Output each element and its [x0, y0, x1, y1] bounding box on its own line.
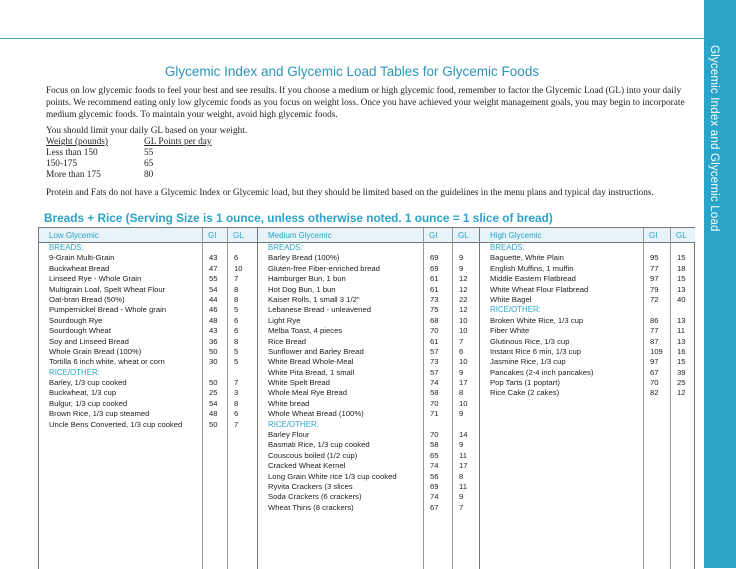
food-row	[258, 472, 480, 482]
food-name: Rice Cake (2 cakes)	[490, 388, 560, 398]
gi-value: 72	[650, 294, 659, 304]
gl-value: 5	[234, 305, 239, 315]
gl-value: 12	[677, 388, 686, 398]
food-row	[480, 274, 695, 284]
gl-limit-points: 80	[144, 170, 154, 180]
page-title: Glycemic Index and Glycemic Load Tables for Glycemic Foods	[164, 64, 540, 79]
food-row	[39, 305, 257, 315]
gl-value: 13	[677, 336, 686, 346]
gl-value: 22	[459, 294, 468, 304]
food-name: White Bread Whole-Meal	[268, 357, 354, 367]
gi-header: GI	[429, 231, 438, 240]
food-row	[258, 326, 480, 336]
gi-value: 54	[209, 284, 218, 294]
food-name: Pumpernickel Bread - Whole grain	[49, 305, 167, 315]
gi-value: 61	[430, 274, 439, 284]
gl-value: 7	[234, 378, 239, 388]
gl-value: 8	[459, 471, 464, 481]
gl-value: 40	[677, 294, 686, 304]
food-row	[480, 378, 695, 388]
food-row	[480, 357, 695, 367]
gl-value: 15	[677, 357, 686, 367]
gi-value: 70	[650, 378, 659, 388]
gl-value: 15	[677, 274, 686, 284]
food-name: Couscous boiled (1/2 cup)	[268, 450, 358, 460]
gl-value: 9	[459, 367, 464, 377]
food-row	[39, 264, 257, 274]
food-name: Broken White Rice, 1/3 cup	[490, 315, 584, 325]
gi-value: 69	[430, 253, 439, 263]
food-name: Whole Meal Rye Bread	[268, 388, 348, 398]
food-row	[258, 430, 480, 440]
gi-value: 48	[209, 315, 218, 325]
food-name: Pancakes (2-4 inch pancakes)	[490, 367, 594, 377]
food-name: English Muffins, 1 muffin	[490, 263, 574, 273]
gi-value: 50	[209, 346, 218, 356]
gl-value: 7	[234, 274, 239, 284]
gl-value: 11	[459, 450, 467, 460]
food-row	[480, 264, 695, 274]
gl-limit-block	[46, 126, 247, 181]
gl-value: 10	[459, 315, 468, 325]
low-column-header	[39, 228, 257, 243]
food-name: Barley Flour	[268, 430, 310, 440]
food-name: Bulgur, 1/3 cup cooked	[49, 398, 128, 408]
gi-value: 25	[209, 388, 218, 398]
food-name: White bread	[268, 398, 310, 408]
gi-value: 79	[650, 284, 659, 294]
food-name: Pop Tarts (1 poptart)	[490, 378, 560, 388]
gl-value: 39	[677, 367, 686, 377]
gl-value: 7	[459, 502, 464, 512]
gi-value: 74	[430, 378, 439, 388]
food-row	[258, 264, 480, 274]
food-row	[39, 337, 257, 347]
food-row	[480, 337, 695, 347]
gi-value: 54	[209, 398, 218, 408]
food-name: Baguette, White Plain	[490, 253, 564, 263]
gi-value: 30	[209, 357, 218, 367]
gl-limit-row	[46, 148, 212, 159]
gl-value: 10	[459, 398, 468, 408]
food-row	[39, 399, 257, 409]
food-name: Buckwheat Bread	[49, 263, 110, 273]
food-row	[258, 357, 480, 367]
high-column-header	[480, 228, 695, 243]
food-name: Long Grain White rice 1/3 cup cooked	[268, 471, 397, 481]
gl-value: 8	[234, 336, 239, 346]
high-rows	[480, 243, 695, 399]
gl-limit-points: 55	[144, 148, 154, 158]
food-row	[258, 482, 480, 492]
food-name: White Wheat Flour Flatbread	[490, 284, 589, 294]
food-row	[480, 388, 695, 398]
gi-value: 70	[430, 430, 439, 440]
food-row	[39, 295, 257, 305]
gl-value: 14	[459, 430, 468, 440]
food-name: Whole Wheat Bread (100%)	[268, 409, 364, 419]
food-name: Tortilla 6 inch white, wheat or corn	[49, 357, 165, 367]
gl-value: 8	[459, 388, 464, 398]
food-name: Whole Grain Bread (100%)	[49, 346, 142, 356]
food-name: Hot Dog Bun, 1 bun	[268, 284, 336, 294]
column-title: Medium Glycemic	[268, 231, 332, 240]
food-name: Barley Bread (100%)	[268, 253, 340, 263]
gi-value: 67	[650, 367, 659, 377]
gl-limit-col-weight: Weight (pounds)	[46, 137, 108, 147]
gi-value: 82	[650, 388, 659, 398]
gi-value: 97	[650, 274, 659, 284]
food-name: Buckwheat, 1/3 cup	[49, 388, 117, 398]
gl-limit-col-points: GL Points per day	[144, 137, 212, 147]
food-row	[480, 285, 695, 295]
medium-rows	[258, 243, 480, 513]
gi-value: 58	[430, 388, 439, 398]
gi-value: 50	[209, 378, 218, 388]
gl-value: 6	[234, 315, 239, 325]
food-name: Kaiser Rolls, 1 small 3 1/2"	[268, 294, 360, 304]
food-row	[39, 347, 257, 357]
gi-value: 109	[650, 346, 663, 356]
gl-limit-weight: 150-175	[46, 159, 77, 169]
gi-value: 74	[430, 492, 439, 502]
gl-value: 11	[677, 326, 685, 336]
food-row	[39, 316, 257, 326]
food-row	[480, 253, 695, 263]
low-rows	[39, 243, 257, 430]
gl-value: 10	[234, 263, 243, 273]
food-name: Uncle Bens Converted, 1/3 cup cooked	[49, 419, 183, 429]
gi-value: 43	[209, 253, 218, 263]
gl-limit-heading: You should limit your daily GL based on your weight.	[46, 126, 248, 136]
food-row	[258, 316, 480, 326]
gl-value: 6	[234, 253, 239, 263]
gi-value: 68	[430, 315, 439, 325]
food-name: Brown Rice, 1/3 cup steamed	[49, 409, 150, 419]
food-name: Linseed Rye - Whole Grain	[49, 274, 142, 284]
food-row	[39, 285, 257, 295]
subheading: BREADS:	[490, 243, 525, 252]
gi-value: 75	[430, 305, 439, 315]
food-row	[480, 326, 695, 336]
gl-header: GL	[233, 231, 244, 240]
food-row	[258, 253, 480, 263]
gi-value: 61	[430, 336, 439, 346]
food-name: Oat-bran Bread (50%)	[49, 294, 125, 304]
food-name: Glutinous Rice, 1/3 cup	[490, 336, 570, 346]
gl-value: 9	[459, 440, 464, 450]
food-row	[480, 347, 695, 357]
food-name: Middle Eastern Flatbread	[490, 274, 576, 284]
medium-glycemic-column	[257, 228, 480, 569]
gi-value: 50	[209, 419, 218, 429]
food-name: Sunflower and Barley Bread	[268, 346, 364, 356]
food-name: Instant Rice 6 min, 1/3 cup	[490, 346, 582, 356]
subheading: RICE/OTHER:	[268, 419, 319, 429]
gl-value: 7	[459, 336, 464, 346]
medium-column-header	[258, 228, 480, 243]
food-name: White Bagel	[490, 294, 532, 304]
gi-value: 43	[209, 326, 218, 336]
food-row	[258, 274, 480, 284]
food-name: Rice Bread	[268, 336, 307, 346]
gl-value: 7	[234, 419, 239, 429]
gl-header: GL	[458, 231, 469, 240]
gi-value: 58	[430, 440, 439, 450]
food-row	[39, 388, 257, 398]
food-name: Basmati Rice, 1/3 cup cooked	[268, 440, 370, 450]
gl-value: 17	[459, 461, 468, 471]
gi-value: 95	[650, 253, 659, 263]
subheading: RICE/OTHER:	[490, 305, 541, 315]
section-title: Breads + Rice (Serving Size is 1 ounce, unless otherwise noted. 1 ounce = 1 slice of bread)	[44, 211, 553, 225]
food-name: Melba Toast, 4 pieces	[268, 326, 343, 336]
food-name: Jasmine Rice, 1/3 cup	[490, 357, 566, 367]
gi-value: 47	[209, 263, 218, 273]
gl-value: 6	[234, 409, 239, 419]
food-name: 9-Grain Multi-Grain	[49, 253, 115, 263]
food-name: Gluten-free Fiber-enriched bread	[268, 263, 380, 273]
high-glycemic-column	[479, 228, 695, 569]
food-name: Sourdough Rye	[49, 315, 103, 325]
food-row	[258, 295, 480, 305]
food-name: Light Rye	[268, 315, 301, 325]
food-row	[39, 409, 257, 419]
protein-note: Protein and Fats do not have a Glycemic Index or Glycemic load, but they should be limited based on the guidelines in the menu plans and typical day instructions.	[46, 188, 654, 198]
food-row	[258, 388, 480, 398]
gl-value: 18	[677, 263, 686, 273]
gl-limit-points: 65	[144, 159, 154, 169]
gl-value: 9	[459, 409, 464, 419]
food-row	[480, 368, 695, 378]
gi-value: 73	[430, 294, 439, 304]
subheading: RICE/OTHER:	[49, 367, 100, 377]
subheading: BREADS:	[268, 243, 303, 252]
glycemic-table	[38, 227, 695, 569]
gi-value: 44	[209, 294, 218, 304]
gl-value: 10	[459, 326, 468, 336]
gi-value: 70	[430, 326, 439, 336]
gl-limit-table	[46, 137, 212, 181]
food-name: Cracked Wheat Kernel	[268, 461, 346, 471]
gl-value: 16	[677, 346, 686, 356]
food-name: Lebanese Bread - unleavened	[268, 305, 372, 315]
gl-limit-weight: More than 175	[46, 170, 101, 180]
food-row	[258, 492, 480, 502]
gi-value: 74	[430, 461, 439, 471]
gl-value: 13	[677, 315, 686, 325]
gi-value: 73	[430, 357, 439, 367]
gi-value: 48	[209, 409, 218, 419]
food-row	[39, 420, 257, 430]
gi-value: 70	[430, 398, 439, 408]
gi-value: 77	[650, 263, 659, 273]
food-row	[39, 378, 257, 388]
gi-value: 57	[430, 367, 439, 377]
gl-value: 6	[459, 346, 464, 356]
food-row	[480, 295, 695, 305]
sidebar-label-text: Glycemic Index and Glycemic Load	[708, 45, 720, 232]
gl-value: 8	[234, 398, 239, 408]
food-row	[39, 357, 257, 367]
gl-value: 17	[459, 378, 468, 388]
food-row	[480, 316, 695, 326]
gl-value: 25	[677, 378, 686, 388]
gi-value: 36	[209, 336, 218, 346]
gl-value: 9	[459, 263, 464, 273]
gl-value: 15	[677, 253, 686, 263]
food-row	[258, 440, 480, 450]
low-glycemic-column	[39, 228, 257, 569]
gl-value: 9	[459, 492, 464, 502]
gi-value: 71	[430, 409, 439, 419]
gl-value: 11	[459, 481, 467, 491]
gl-value: 9	[459, 253, 464, 263]
column-title: Low Glycemic	[49, 231, 99, 240]
food-name: Ryvita Crackers (3 slices	[268, 481, 353, 491]
gl-value: 12	[459, 274, 468, 284]
food-name: Sourdough Wheat	[49, 326, 111, 336]
intro-text: Focus on low glycemic foods to feel your best and see results. If you choose a medium or high glycemic food, remember to factor the Glycemic Load (GL) into your daily points. We recommend eating only low glycemic foods as you focus on weight loss. Once you have achieved your weight management goals, you may begin to incorporate medium glycemic foods. To maintain your weight, avoid high glycemic foods.	[46, 86, 685, 120]
food-row	[258, 503, 480, 513]
food-name: Barley, 1/3 cup cooked	[49, 378, 127, 388]
gl-value: 5	[234, 346, 239, 356]
food-name: White Spelt Bread	[268, 378, 330, 388]
gl-value: 5	[234, 357, 239, 367]
food-row	[258, 305, 480, 315]
gi-header: GI	[208, 231, 217, 240]
gi-value: 65	[430, 450, 439, 460]
food-name: Multigrain Loaf, Spelt Wheat Flour	[49, 284, 166, 294]
gi-value: 46	[209, 305, 218, 315]
gl-value: 10	[459, 357, 468, 367]
gi-value: 86	[650, 315, 659, 325]
food-name: Soda Crackers (6 crackers)	[268, 492, 362, 502]
food-row	[258, 451, 480, 461]
food-name: Fiber White	[490, 326, 530, 336]
gi-value: 77	[650, 326, 659, 336]
column-title: High Glycemic	[490, 231, 542, 240]
gi-value: 55	[209, 274, 218, 284]
gi-value: 57	[430, 346, 439, 356]
food-name: White Pita Bread, 1 small	[268, 367, 355, 377]
food-row	[258, 378, 480, 388]
gl-value: 3	[234, 388, 239, 398]
food-row	[39, 326, 257, 336]
food-row	[258, 409, 480, 419]
gl-limit-weight: Less than 150	[46, 148, 98, 158]
food-row	[258, 347, 480, 357]
gi-value: 97	[650, 357, 659, 367]
food-name: Soy and Linseed Bread	[49, 336, 129, 346]
food-row	[258, 337, 480, 347]
food-row	[39, 253, 257, 263]
gi-value: 61	[430, 284, 439, 294]
gi-value: 67	[430, 502, 439, 512]
gl-value: 6	[234, 326, 239, 336]
food-row	[258, 285, 480, 295]
food-row	[258, 461, 480, 471]
food-name: Wheat Thins (8 crackers)	[268, 502, 354, 512]
gi-value: 87	[650, 336, 659, 346]
food-row	[258, 368, 480, 378]
gl-header: GL	[676, 231, 687, 240]
gl-value: 8	[234, 294, 239, 304]
gl-limit-row	[46, 170, 212, 181]
gl-value: 12	[459, 284, 468, 294]
gi-value: 56	[430, 471, 439, 481]
gl-limit-row	[46, 159, 212, 170]
gl-value: 8	[234, 284, 239, 294]
gi-header: GI	[649, 231, 658, 240]
gi-value: 69	[430, 263, 439, 273]
sidebar-label	[705, 0, 735, 240]
subheading: BREADS:	[49, 243, 84, 252]
gi-value: 69	[430, 481, 439, 491]
gl-value: 12	[459, 305, 468, 315]
top-rule	[0, 38, 704, 39]
food-row	[39, 274, 257, 284]
food-row	[258, 399, 480, 409]
gl-value: 13	[677, 284, 686, 294]
intro-paragraph	[46, 85, 696, 121]
food-name: Hamburger Bun, 1 bun	[268, 274, 346, 284]
